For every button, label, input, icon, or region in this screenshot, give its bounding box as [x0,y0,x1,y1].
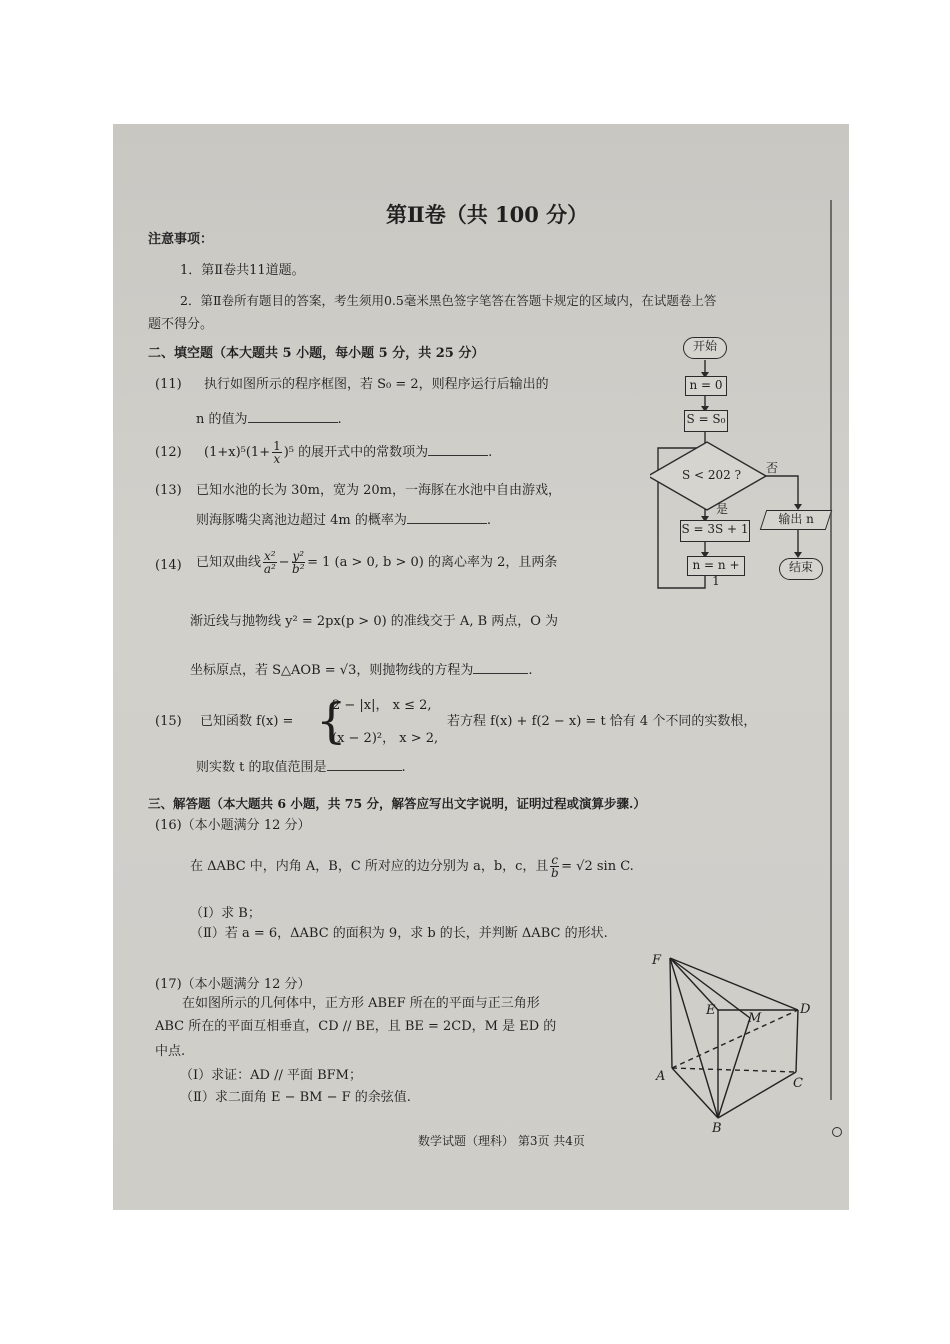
label-B: B [712,1121,722,1136]
page-title: 第Ⅱ卷（共 100 分） [386,202,589,227]
page-footer: 数学试题（理科） 第3页 共4页 [418,1134,585,1148]
edge-FB [670,958,718,1118]
q11-text: n 的值为 [196,412,248,427]
q11-number: (11) [155,377,182,392]
q13-line-1: 已知水池的长为 30m，宽为 20m，一海豚在水池中自由游戏， [196,483,562,498]
q17-line-3: 中点. [155,1044,186,1059]
flowchart-init-n: n = 0 [685,376,727,396]
flowchart-output [760,510,832,530]
q16-frac-num: c [551,853,559,867]
q16-stem [190,852,634,882]
q14-frac1-den: a² [263,562,276,576]
q12-expression: (1+x)⁵(1+ $\frac{1}{x}$ )⁵ 的展开式中的常数项为 . [204,439,493,466]
geometry-figure [650,950,830,1140]
q15-case-1: 2 − |x|， x ≤ 2, [332,698,432,713]
flowchart-no-label: 否 [766,461,779,475]
q14-post: = 1 (a > 0, b > 0) 的离心率为 2，且两条 [307,555,558,570]
q12-pre: (1+x)⁵(1+ [204,445,271,460]
binder-hole [832,1127,842,1137]
q12-number: (12) [155,445,182,460]
q12-fraction [272,440,282,465]
q14-frac-1 [263,550,277,575]
label-A: A [656,1069,666,1084]
q11-line-1: 执行如图所示的程序框图，若 S₀ = 2，则程序运行后输出的 [204,377,549,392]
notice-item-2: 2．第Ⅱ卷所有题目的答案，考生须用0.5毫米黑色签字笔答在答题卡规定的区域内，在试题卷上答 [180,293,717,308]
label-F: F [652,953,662,968]
q17-line-1: 在如图所示的几何体中，正方形 ABEF 所在的平面与正三角形 [182,996,540,1011]
edge-FD [670,958,798,1010]
q15-line-2: 则实数 t 的取值范围是 . [196,760,406,775]
q14-text-3: 坐标原点，若 S△AOB = √3，则抛物线的方程为 [190,663,474,678]
q15-case-2: (x − 2)²， x > 2, [332,731,439,746]
q11-answer-blank [248,410,338,423]
q13-line-2: 则海豚嘴尖离池边超过 4m 的概率为 . [196,513,492,528]
label-C: C [793,1076,803,1091]
flowchart-end: 结束 [779,558,823,580]
edge-MB [718,1018,750,1118]
q14-frac2-num: y² [292,549,305,563]
notice-item-1: 1．第Ⅱ卷共11道题。 [180,263,305,278]
edge-FA [670,958,672,1068]
label-M: M [748,1011,762,1026]
q12-frac-num: 1 [273,439,281,453]
flowchart-start: 开始 [683,337,727,359]
q14-line-2: 渐近线与抛物线 y² = 2px(p > 0) 的准线交于 A, B 两点，O 为 [190,614,559,629]
q17-part-2: （Ⅱ）求二面角 E − BM − F 的余弦值. [180,1090,411,1105]
q15-brace: { [316,693,347,749]
q16-fraction [550,854,559,879]
q13-answer-blank [407,511,487,524]
q14-frac-2 [292,550,306,575]
q17-part-1: （Ⅰ）求证：AD // 平面 BFM； [180,1068,362,1083]
q14-answer-blank [473,661,528,674]
flowchart-condition: S < 202 ? [682,468,742,482]
q12-frac-den: x [273,452,281,466]
q15-post: 若方程 f(x) + f(2 − x) = t 恰有 4 个不同的实数根， [447,714,757,729]
q16-frac-den: b [550,866,559,880]
q13-text: 则海豚嘴尖离池边超过 4m 的概率为 [196,513,407,528]
q16-stem-pre: 在 ΔABC 中，内角 A，B，C 所对应的边分别为 a，b，c，且 [190,859,549,874]
q14-frac2-den: b² [292,562,305,576]
flowchart-update-s: S = 3S + 1 [680,520,750,542]
flowchart-yes-label: 是 [716,502,729,516]
q15-pre: 已知函数 f(x) = [200,714,294,729]
q14-frac1-num: x² [264,549,276,563]
flowchart-output-label: 输出 n [778,512,815,526]
section-2-heading: 二、填空题（本大题共 5 小题，每小题 5 分，共 25 分） [148,346,485,361]
notice-heading: 注意事项： [148,232,214,247]
q12-answer-blank [428,443,488,456]
q15-number: (15) [155,714,182,729]
q15-text-2: 则实数 t 的取值范围是 [196,760,327,775]
q13-number: (13) [155,483,182,498]
q11-line-2: n 的值为 . [196,412,342,427]
q14-line-1 [196,545,557,581]
flowchart-update-n: n = n + 1 [687,556,745,576]
label-E: E [706,1003,716,1018]
section-3-heading: 三、解答题（本大题共 6 小题，共 75 分，解答应写出文字说明，证明过程或演算步骤.） [148,796,646,811]
q14-line-3: 坐标原点，若 S△AOB = √3，则抛物线的方程为 . [190,663,533,678]
q16-part-2: （Ⅱ）若 a = 6，ΔABC 的面积为 9，求 b 的长，并判断 ΔABC 的形状. [190,926,608,941]
edge-BC [718,1072,796,1118]
flowchart-init-s: S = S₀ [684,410,728,432]
q14-pre: 已知双曲线 [196,555,262,570]
q14-number: (14) [155,558,182,573]
label-D: D [800,1002,811,1017]
notice-item-2-cont: 题不得分。 [148,317,214,332]
q16-header: (16)（本小题满分 12 分） [155,818,311,833]
q14-minus: − [278,555,290,570]
q12-post: )⁵ 的展开式中的常数项为 [283,445,429,460]
q16-stem-post: = √2 sin C. [561,859,634,874]
q15-answer-blank [327,758,402,771]
q16-part-1: （Ⅰ）求 B； [190,906,261,921]
edge-DC [796,1010,798,1072]
fc-no-branch [762,476,798,508]
q17-line-2: ABC 所在的平面互相垂直，CD // BE，且 BE = 2CD，M 是 ED 的 [155,1019,557,1034]
edge-AD-hidden [672,1010,798,1068]
q17-header: (17)（本小题满分 12 分） [155,977,311,992]
